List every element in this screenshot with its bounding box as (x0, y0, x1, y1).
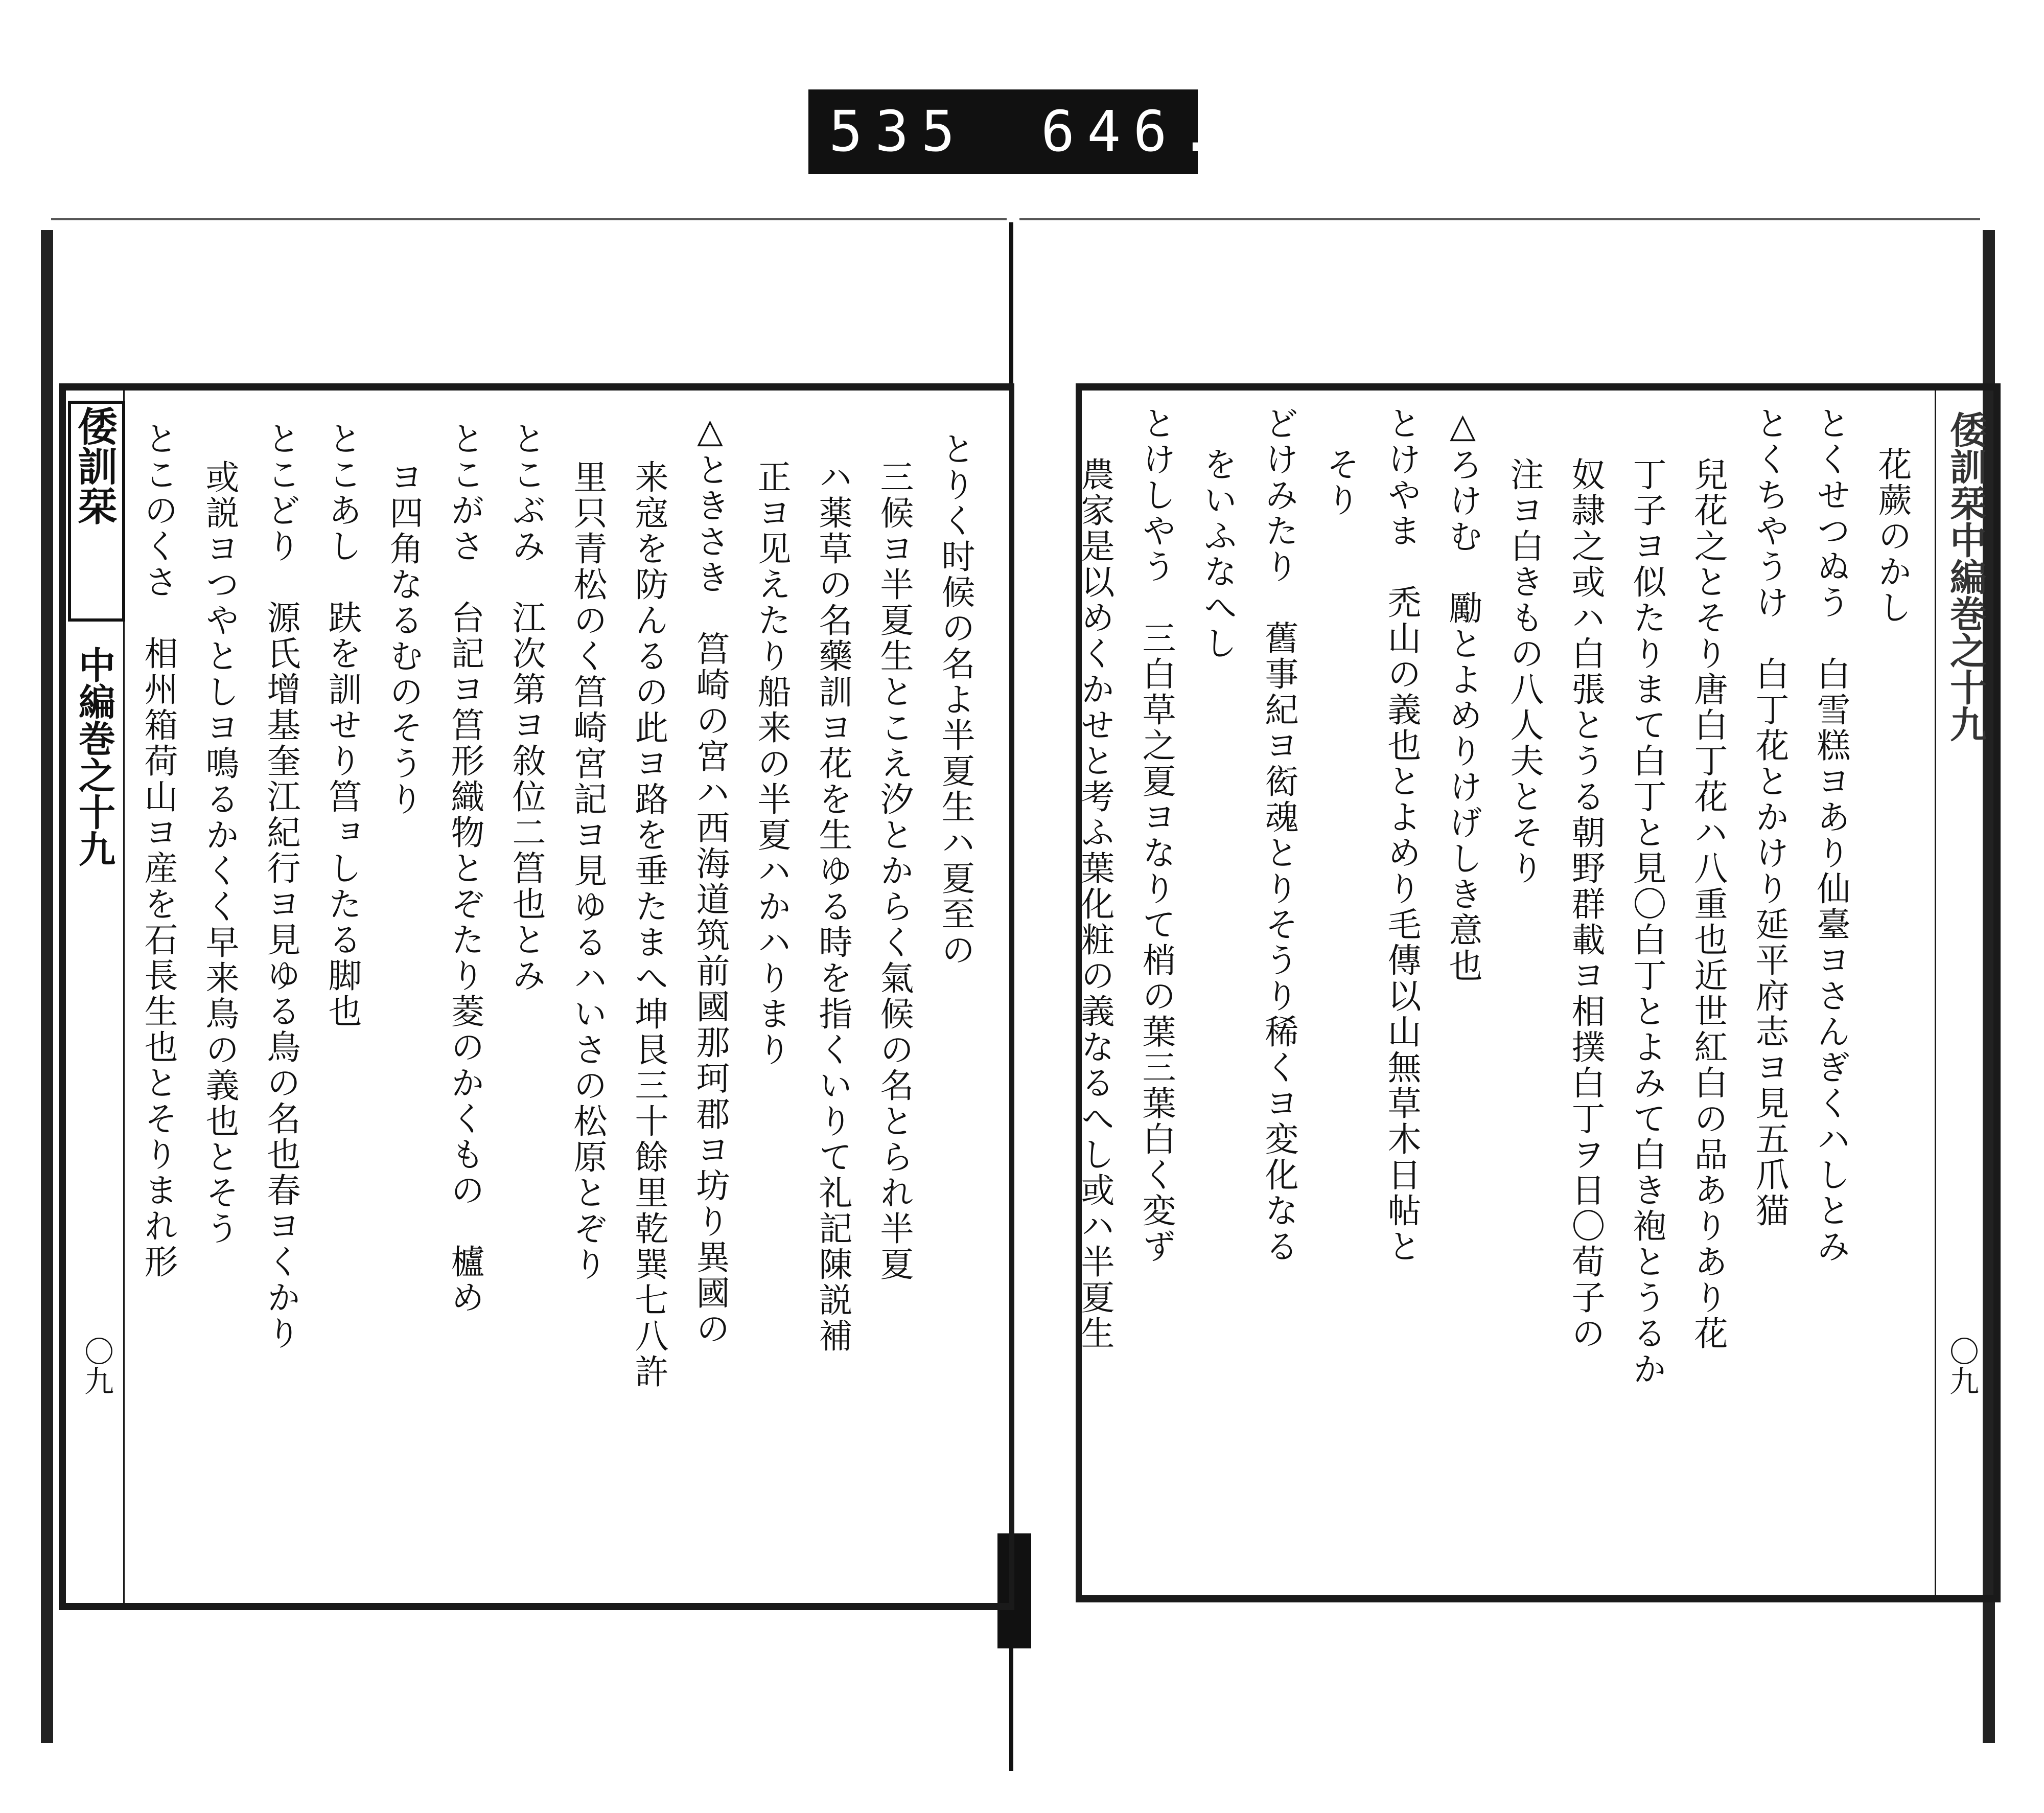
right-col-10: そり (1320, 447, 1360, 518)
right-page-top-edge (1019, 218, 1980, 220)
right-col-2: とくせつぬう 白雪糕ヨあり仙臺ヨさんぎくハしとみ (1811, 406, 1850, 1265)
right-col-13: とけしやう 三白草之夏ヨなりて梢の葉三葉白く変ず (1136, 406, 1176, 1265)
left-col-3: ハ薬草の名藥訓ヨ花を生ゆる時を指くいりて礼記陳説補 (813, 460, 852, 1354)
archive-number-label (808, 89, 1225, 174)
right-page-title-divider (1935, 391, 1936, 1595)
left-volume-title: 中編巻之十九 (73, 646, 116, 867)
left-col-6: 来寇を防んるの此ヨ路を垂たまへ坤艮三十餘里乾巽七八許 (629, 460, 668, 1390)
left-page-edge (41, 230, 53, 1743)
left-col-9: とこがさ 台記ヨ筥形織物とぞたり菱のかくもの 櫨め (445, 421, 484, 1316)
right-page-frame (1076, 383, 2001, 1602)
left-col-11: とこあし 趺を訓せり筥ョしたる脚也 (322, 421, 362, 1029)
right-col-14: 農家是以めくかせと考ふ葉化粧の義なるへし或ハ半夏生 (1075, 457, 1114, 1351)
left-page-frame (59, 383, 1014, 1610)
right-col-3: とくちやうけ 白丁花とかけり延平府志ヨ見五爪猫 (1750, 406, 1789, 1229)
left-col-8: とこぶみ 江次第ヨ敘位二筥也とみ (506, 421, 546, 994)
left-page-top-edge (51, 218, 1007, 220)
left-col-14: とこのくさ 相州箱荷山ヨ産を石長生也とそりまれ形 (138, 421, 178, 1280)
right-col-6: 奴隷之或ハ白張とうる朝野群載ヨ相撲白丁ヲ日〇荀子の (1566, 457, 1605, 1351)
right-col-11: どけみたり 舊事紀ヨ衒魂とりそうり稀くヨ変化なる (1259, 406, 1298, 1265)
left-col-4: 正ヨ见えたり船来の半夏ハかハりまり (752, 460, 791, 1068)
left-col-5: △ときさき 筥崎の宮ハ西海道筑前國那珂郡ヨ坊り異國の (690, 411, 730, 1347)
right-col-7: 注ヨ白きもの八人夫とそり (1504, 457, 1544, 886)
book-spread (31, 217, 2018, 1792)
left-folio: 〇九 (79, 1336, 114, 1395)
left-col-12: とこどり 源氏增基奎江紀行ヨ見ゆる鳥の名也春ヨくかり (261, 421, 300, 1351)
right-col-4: 兒花之とそり唐白丁花ハ八重也近世紅白の品ありあり花 (1688, 457, 1728, 1351)
right-col-12: をいふなへし (1198, 447, 1237, 661)
left-col-1: とりく时候の名よ半夏生ハ夏至の (936, 431, 975, 968)
left-col-7: 里只青松のく筥崎宮記ヨ見ゆるハいさの松原とぞり (568, 460, 607, 1282)
right-col-8: △ろけむ 勵とよめりけげしき意也 (1443, 406, 1482, 984)
right-folio: 〇九 (1944, 1336, 1979, 1395)
left-col-10: ヨ四角なるむのそうり (384, 460, 423, 817)
left-col-13: 或説ヨつやとしヨ鳴るかくく早来鳥の義也とそう (200, 460, 239, 1247)
right-col-1: 花蕨のかし (1872, 447, 1912, 626)
archive-right-number: 646. (1041, 99, 1225, 164)
left-col-2: 三候ヨ半夏生とこえ汐とからく氣候の名とられ半夏 (874, 460, 914, 1282)
right-running-title: 倭訓栞中編巻之十九 (1944, 411, 1987, 742)
left-running-title: 倭訓栞 (71, 406, 118, 525)
right-col-9: とけやま 禿山の義也とよめり毛傳以山無草木日帖と (1382, 406, 1421, 1265)
archive-left-number: 535 (829, 99, 967, 164)
right-col-5: 丁子ヨ似たりまて白丁と見〇白丁とよみて白き袍とうるか (1627, 457, 1666, 1387)
